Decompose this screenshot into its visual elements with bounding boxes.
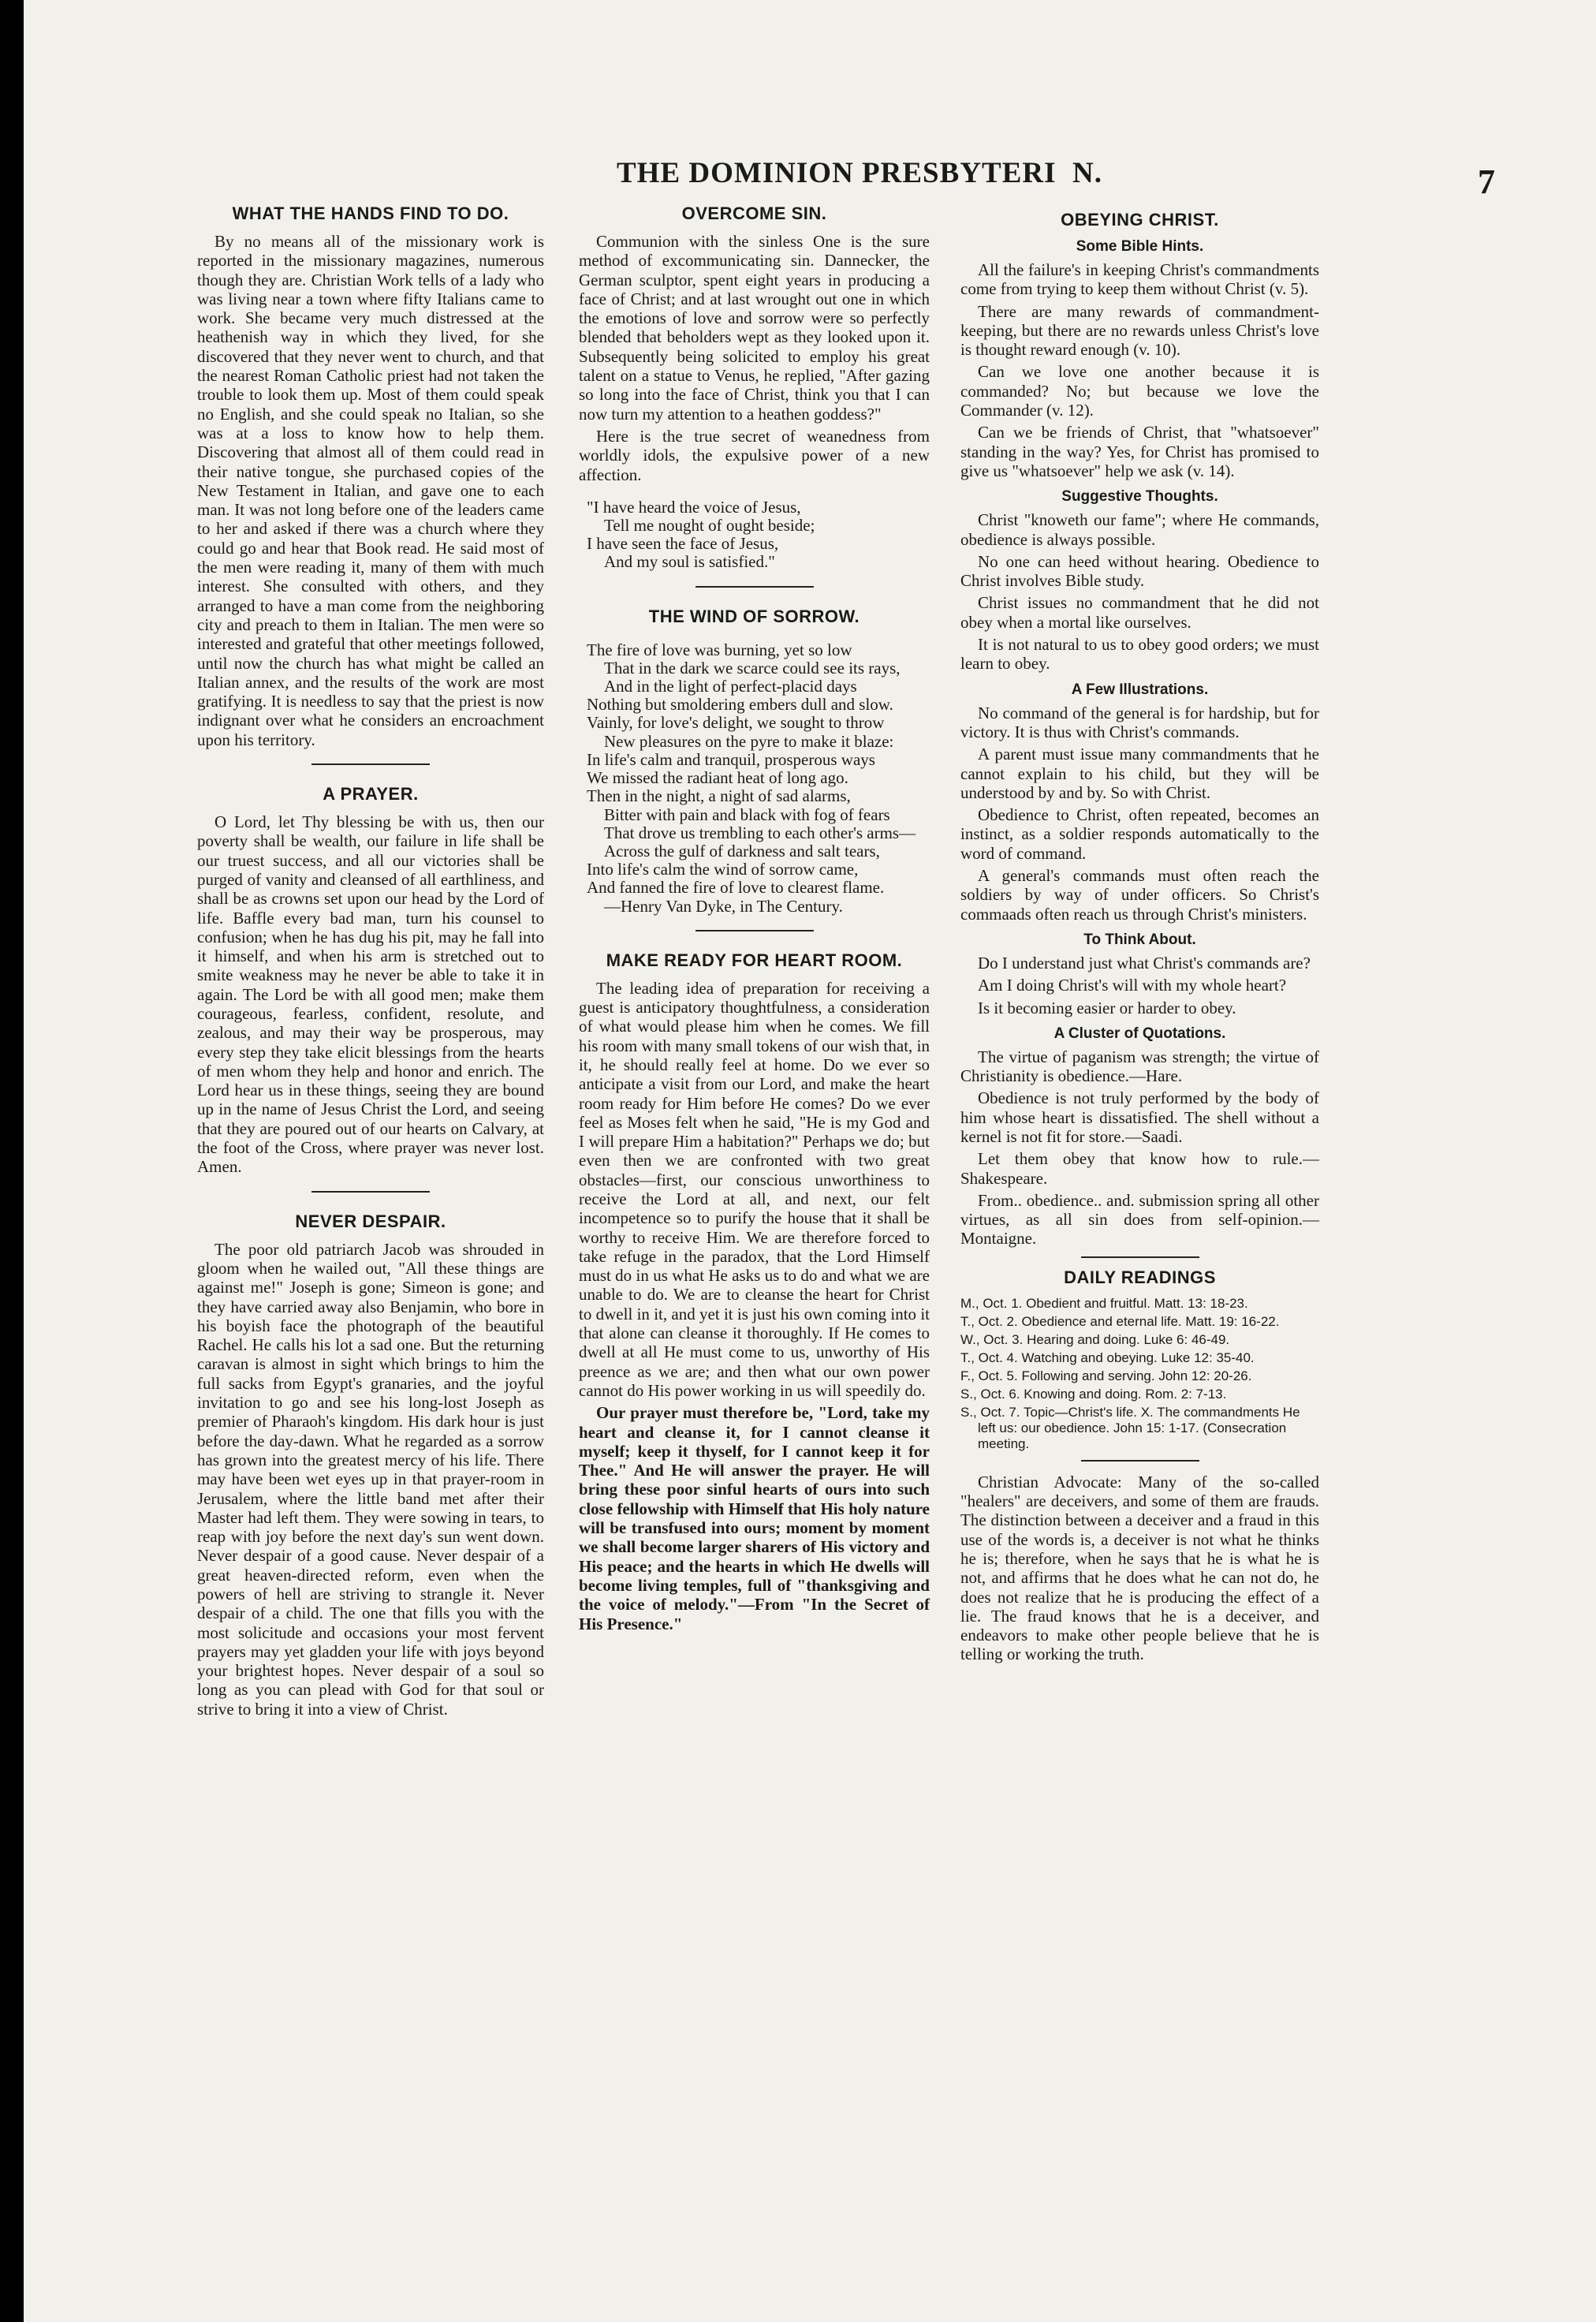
article-overcome-sin-2: Here is the true secret of weanedness from worldly idols, the expulsive power of a new affection. [579,426,930,484]
heading-daily-readings: DAILY READINGS [1064,1267,1216,1287]
reading-item: W., Oct. 3. Hearing and doing. Luke 6: 46-49. [960,1331,1230,1347]
hint-item: Can we love one another because it is commanded? No; but because we love the Commander (v. 12). [960,362,1319,420]
poem-line: "I have heard the voice of Jesus, [587,497,801,517]
thought-item: It is not natural to us to obey good orders; we must learn to obey. [960,635,1319,674]
divider [695,586,814,588]
column-right [960,199,1319,1667]
poem-line: Bitter with pain and black with fog of fears [604,804,890,824]
column-middle [579,199,930,1637]
reading-item: S., Oct. 6. Knowing and doing. Rom. 2: 7-13. [960,1386,1227,1402]
poem-line: Nothing but smoldering embers dull and slow. [587,695,893,715]
heading-never-despair: NEVER DESPAIR. [295,1211,446,1231]
quote-item: The virtue of paganism was strength; the virtue of Christianity is obedience.—Hare. [960,1047,1319,1086]
article-christian-advocate: Christian Advocate: Many of the so-called "healers" are deceivers, and some of them are frauds. The distinction between a deceiver and a fraud in this use of the words is, a deceiver is not what he thinks he is; therefore, when he says that he is what he is not, and affirms that he does what he can not do, he does not realize that he is producing the effect of a lie. The fraud knows that he is a deceiver, and endeavors to make other people believe that he is telling or working the truth. [960,1472,1319,1664]
illustration-item: No command of the general is for hardship, but for victory. It is thus with Christ's commands. [960,703,1319,741]
subheading-illustrations: A Few Illustrations. [1071,681,1209,698]
reading-item: M., Oct. 1. Obedient and fruitful. Matt. 13: 18-23. [960,1295,1248,1311]
poem-line: I have seen the face of Jesus, [587,534,779,554]
heading-heart-room: MAKE READY FOR HEART ROOM. [606,950,903,970]
daily-readings-list [960,1296,1319,1452]
poem-line: Into life's calm the wind of sorrow came, [587,860,859,879]
poem-line: We missed the radiant heat of long ago. [587,768,848,788]
hint-item: There are many rewards of commandment-keeping, but there are no rewards unless Christ's love is thought reward enough (v. 10). [960,301,1319,360]
subheading-suggestive-thoughts: Suggestive Thoughts. [1061,488,1218,506]
article-heart-room-2: Our prayer must therefore be, "Lord, take my heart and cleanse it, for I cannot cleanse it myself; keep it thyself, for I cannot keep it for Thee." And He will answer the prayer. He will bring these poor sinful hearts of ours into such close fellowship with Himself that His holy nature will be transfused into ours; moment by moment we shall become larger sharers of His victory and His peace; and the hearts in which He dwells will become living temples, full of "thanksgiving and the voice of melody."—From "In the Secret of His Presence." [579,1403,930,1633]
heading-wind-of-sorrow: THE WIND OF SORROW. [648,606,860,626]
heading-hands: WHAT THE HANDS FIND TO DO. [232,203,509,223]
poem-line: Then in the night, a night of sad alarms, [587,786,851,806]
poem-line: That drove us trembling to each other's arms— [604,823,916,842]
divider [311,763,430,765]
poem-wind-of-sorrow [587,641,930,916]
reading-item: T., Oct. 4. Watching and obeying. Luke 12: 35-40. [960,1350,1255,1365]
poem-line: New pleasures on the pyre to make it blaze: [604,731,894,751]
hint-item: All the failure's in keeping Christ's commandments come from trying to keep them without Christ (v. 5). [960,260,1319,299]
think-item: Is it becoming easier or harder to obey. [978,998,1236,1017]
divider [311,1191,430,1193]
reading-item: F., Oct. 5. Following and serving. John 12: 20-26. [960,1368,1252,1383]
reading-item: S., Oct. 7. Topic—Christ's life. X. The commandments He left us: our obedience. John 15: 1-17. (Consecration meeting. [960,1404,1300,1451]
reading-item: T., Oct. 2. Obedience and eternal life. Matt. 19: 16-22. [960,1313,1280,1329]
thought-item: Christ "knoweth our fame"; where He commands, obedience is always possible. [960,510,1319,549]
heading-prayer: A PRAYER. [323,784,419,804]
subheading-think-about: To Think About. [1083,931,1196,948]
poem-line: And my soul is satisfied." [604,552,775,572]
quote-item: Obedience is not truly performed by the body of him whose heart is dissatisfied. The shell without a kernel is not fit for store.—Saadi. [960,1088,1319,1146]
article-overcome-sin-1: Communion with the sinless One is the sure method of excommunicating sin. Dannecker, the German sculptor, spent eight years in producing a face of Christ; and at last wrought out one in which the emotions of love and sorrow were so perfectly blended that beholders wept as they looked upon it. Subsequently being solicited to employ his great talent on a statue to Venus, he replied, "After gazing so long into the face of Christ, think you that I can now turn my attention to a heathen goddess?" [579,232,930,424]
poem-line: Across the gulf of darkness and salt tears, [604,841,880,860]
quote-item: Let them obey that know how to rule.—Shakespeare. [960,1149,1319,1188]
illustration-item: A general's commands must often reach the soldiers by way of under officers. So Christ's commaads often reach us through Christ's ministers. [960,866,1319,924]
thought-item: No one can heed without hearing. Obedience to Christ involves Bible study. [960,551,1319,591]
thought-item: Christ issues no commandment that he did not obey when a mortal like ourselves. [960,593,1319,632]
poem-attribution: —Henry Van Dyke, in The Century. [604,896,843,916]
subheading-bible-hints: Some Bible Hints. [1076,238,1204,255]
poem-line: And fanned the fire of love to clearest flame. [587,878,885,898]
divider [1081,1460,1199,1462]
page-number: 7 [1478,162,1495,201]
heading-obeying-christ: OBEYING CHRIST. [1061,210,1219,230]
think-item: Am I doing Christ's will with my whole heart? [978,976,1287,995]
divider [1081,1256,1199,1258]
article-prayer: O Lord, let Thy blessing be with us, then our poverty shall be wealth, our failure in life shall be our truest success, and all our victories shall be purged of vanity and cleansed of all earthliness, and shall be as crowns set upon our head by the Lord of life. Baffle every bad man, turn his counsel to confusion; when he has dug his pit, may he fall into it himself, and when his arm is stretched out to smite weakness may he never be able to take it in again. The Lord be with all good men; make them courageous, fearless, confident, resolute, and zealous, and may their way be prosperous, may every step they take elicit blessings from the hearts of men whom they help and honor and enrich. The Lord hear us in these things, seeing they are bound up in the name of Jesus Christ the Lord, and seeing that they are poured out of our hearts on Calvary, at the foot of the Cross, where prayer was never lost. Amen. [197,812,544,1177]
article-hands: By no means all of the missionary work is reported in the missionary magazines, numerous though they are. Christian Work tells of a lady who was living near a town where fifty Italians came to work. She became very much distressed at the heathenish way in which they lived, for she discovered that they never went to church, and that the nearest Roman Catholic priest had not taken the trouble to look them up. Most of them could speak no English, and she could speak no Italian, so she was at a loss to know how to help them. Discovering that almost all of them could read in their native tongue, she purchased copies of the New Testament in Italian, and gave one to each man. It was not long before one of the leaders came to her and asked if there was a church where they could go and hear that Book read. He said most of the men were reading it, many of them with much interest. She consulted with others, and they arranged to have a man come from the neighboring city and preach to them in Italian. The men were so interested and grateful that other meetings followed, until now the church has what might be called an Italian annex, and the results of the work are most gratifying. It is needless to say that the priest is now indignant over what he considers an encroachment upon his territory. [197,232,544,749]
quote-item: From.. obedience.. and. submission spring all other virtues, as all sin does from self-opinion.—Montaigne. [960,1190,1319,1249]
masthead: THE DOMINION PRESBYTERI N. [616,157,1102,189]
think-item: Do I understand just what Christ's commands are? [978,953,1311,972]
article-heart-room-1: The leading idea of preparation for receiving a guest is anticipatory thoughtfulness, a consideration of what would please him when he comes. We fill his room with many small tokens of our wish that, in it, he should really feel at home. Do we ever so anticipate a visit from our Lord, and make the heart room ready for Him before He comes? Do we ever feel as Moses felt when he said, "He is my God and I will prepare Him a habitation?" Perhaps we do; but even then we are confronted with two great obstacles—first, our conscious unworthiness to receive the Lord at all, and next, our felt incompetence so to purify the house that it shall be worthy to receive Him. We are therefore forced to take refuge in the paradox, that the Lord Himself must do in us what He asks us to do and what we are unable to do. We are to cleanse the heart for Christ to dwell in it, and yet it is just his own coming into it that alone can cleanse it thoroughly. If He comes to dwell at all He must come to us, unworthy of His preence as we are; and then what our own power cannot do His power working in us will speedily do. [579,978,930,1400]
poem-line: The fire of love was burning, yet so low [587,640,852,659]
poem-line: And in the light of perfect-placid days [604,677,857,696]
divider [695,930,814,931]
poem-line: That in the dark we scarce could see its rays, [604,658,901,678]
article-never-despair: The poor old patriarch Jacob was shrouded in gloom when he wailed out, "All these things are against me!" Joseph is gone; Simeon is gone; and they have carried away also Benjamin, who bore in his boyish face the photograph of the beautiful Rachel. He calls his lot a sad one. But the returning caravan is almost in sight which brings to him the full sacks from Egypt's granaries, and the joyful invitation to go and see his long-lost Joseph as premier of Pharaoh's kingdom. His dark hour is just before the day-dawn. What he regarded as a sorrow has grown into the greatest mercy of his life. There may have been wet eyes up in that prayer-room in Jerusalem, where the little band met after their Master had left them. They were sowing in tears, to reap with joy before the next day's sun went down. Never despair of a good cause. Never despair of a great heaven-directed reform, even when the powers of hell are striving to strangle it. Never despair of a child. The one that fills you with the most solicitude and occasions your most fervent prayers may yet gladden your life with joys beyond your brightest hopes. Never despair of a soul so long as you can plead with God for that soul or strive to bring it into a view of Christ. [197,1239,544,1719]
poem-line: In life's calm and tranquil, prosperous ways [587,749,875,769]
poem-line: Tell me nought of ought beside; [604,516,815,536]
illustration-item: A parent must issue many commandments that he cannot explain to his child, but they will be understood by and by. So with Christ. [960,745,1319,802]
heading-overcome-sin: OVERCOME SIN. [681,203,827,223]
hint-item: Can we be friends of Christ, that "whatsoever" standing in the way? Yes, for Christ has promised to give us "whatsoever" help we ask (v. 14). [960,423,1319,480]
column-left [197,199,544,1722]
subheading-quotations: A Cluster of Quotations. [1053,1025,1226,1042]
newspaper-page [24,0,1596,2322]
poem-jesus [587,498,930,572]
illustration-item: Obedience to Christ, often repeated, becomes an instinct, as a soldier responds automatically to the word of command. [960,805,1319,863]
poem-line: Vainly, for love's delight, we sought to throw [587,713,885,733]
